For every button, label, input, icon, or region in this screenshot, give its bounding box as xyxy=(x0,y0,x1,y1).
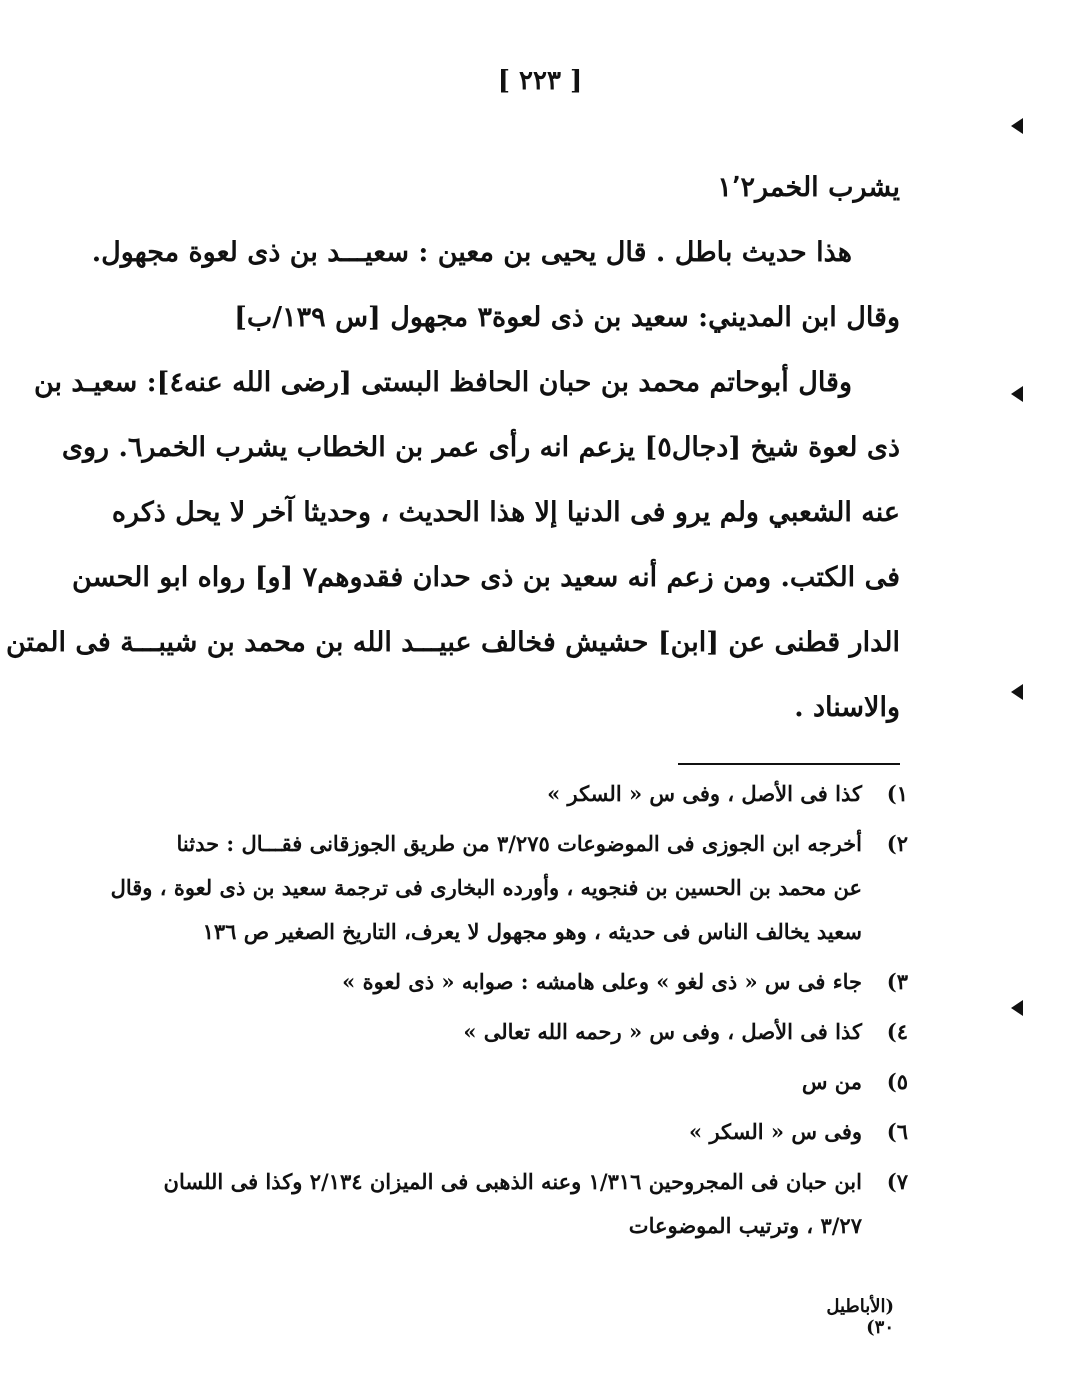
text-line: والاسناد . xyxy=(794,692,900,723)
footnote-text: كذا فى الأصل ، وفى س « السكر » xyxy=(547,781,862,806)
scan-edge-mark xyxy=(1011,684,1023,700)
footnote-divider xyxy=(678,763,900,765)
footnote-text: سعيد يخالف الناس فى حديثه ، وهو مجهول لا يعرف، التاريخ الصغير ص ١٣٦ xyxy=(202,919,862,944)
footnote-6 xyxy=(180,1110,908,1154)
footnote-number: ٣) xyxy=(886,969,908,994)
footnote-text: ابن حبان فى المجروحين ١/٣١٦ وعنه الذهبى فى الميزان ٢/١٣٤ وكذا فى اللسان xyxy=(163,1169,862,1194)
footnote-text: من س xyxy=(801,1069,862,1094)
footnote-text: كذا فى الأصل ، وفى س « رحمه الله تعالى » xyxy=(463,1019,862,1044)
footnote-number: ٦) xyxy=(886,1119,908,1144)
text-line: يشرب الخمر١٬٢ xyxy=(717,172,900,203)
text-line: وقال أبوحاتم محمد بن حبان الحافظ البستى [رضى الله عنه٤]: سعيـد بن xyxy=(33,367,852,398)
footnote-text: ٣/٢٧ ، وترتيب الموضوعات xyxy=(628,1213,862,1238)
scan-edge-mark xyxy=(1011,386,1023,402)
footnote-text: جاء فى س « ذى لغو » وعلى هامشه : صوابه « ذى لعوة » xyxy=(342,969,862,994)
footnote-number: ١) xyxy=(886,781,908,806)
footnote-1 xyxy=(180,772,908,816)
footnote-text: أخرجه ابن الجوزى فى الموضوعات ٣/٢٧٥ من طريق الجوزقانى فقـــال : حدثنا xyxy=(176,831,862,856)
footnote-text: وفى س « السكر » xyxy=(689,1119,862,1144)
footnote-4 xyxy=(180,1010,908,1054)
text-line: وقال ابن المديني: سعيد بن ذى لعوة٣ مجهول [س ١٣٩/ب] xyxy=(234,302,900,333)
signature-mark: (الأباطيل ٣٠) xyxy=(826,1296,894,1338)
footnote-2 xyxy=(110,822,908,954)
scan-edge-mark xyxy=(1011,1000,1023,1016)
footnote-7 xyxy=(163,1160,908,1248)
footnote-text: عن محمد بن الحسين بن فنجويه ، وأورده البخارى فى ترجمة سعيد بن ذى لعوة ، وقال xyxy=(110,875,862,900)
scan-edge-mark xyxy=(1011,118,1023,134)
text-line: عنه الشعبي ولم يرو فى الدنيا إلا هذا الحديث ، وحديثا آخر لا يحل ذكره xyxy=(111,497,900,528)
footnote-3 xyxy=(180,960,908,1004)
text-line: الدار قطنى عن [ابن] حشيش فخالف عبيـــد الله بن محمد بن شيبـــة فى المتن xyxy=(5,627,900,658)
main-text-body xyxy=(5,155,900,740)
footnote-5 xyxy=(180,1060,908,1104)
footnote-number: ٥) xyxy=(886,1069,908,1094)
text-line: هذا حديث باطل . قال يحيى بن معين : سعيـــد بن ذى لعوة مجهول. xyxy=(91,237,852,268)
footnote-number: ٤) xyxy=(886,1019,908,1044)
page-number: [ ٢٢٣ ] xyxy=(497,66,583,96)
text-line: ذى لعوة شيخ [دجال٥] يزعم انه رأى عمر بن الخطاب يشرب الخمر٦. روى xyxy=(61,432,900,463)
text-line: فى الكتب. ومن زعم أنه سعيد بن ذى حدان فقدوهم٧ [و] رواه ابو الحسن xyxy=(72,562,900,593)
footnote-number: ٧) xyxy=(886,1169,908,1194)
footnote-number: ٢) xyxy=(886,831,908,856)
footnotes xyxy=(110,772,908,1254)
